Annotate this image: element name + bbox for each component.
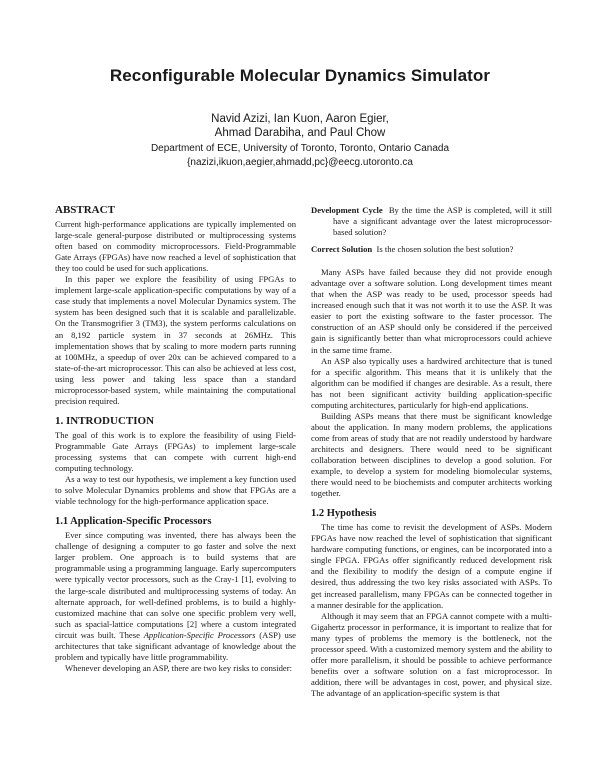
left-column: [55, 205, 296, 674]
risk-development-text: By the time the ASP is completed, will it still have a significant advantage over the latest microprocessor-based solution?: [333, 205, 552, 238]
right-paragraph-2: An ASP also typically uses a hardwired architecture that is tuned for a specific algorithm. This means that it is unlikely that the algorithm can be modified if changes are desirable. As a result, there has not been significant activity building application-specific computing architectures, particularly for high-end applications.: [311, 355, 552, 410]
asp-paragraph-1: [55, 530, 296, 663]
hypothesis-heading: 1.2 Hypothesis: [311, 508, 377, 520]
risk-correct-label: Correct Solution: [311, 244, 373, 255]
risk-development-label: Development Cycle: [311, 205, 383, 215]
right-column: [311, 205, 552, 699]
right-paragraph-3: Building ASPs means that there must be significant knowledge about the application. In many modern problems, the applications come from areas of study that are not readily understood by hardware architects and designers. There would need to be significant collaboration between disciplines to develop a good solution. For example, to develop a system for modeling biomolecular systems, there would need to be biochemists and computer architects working together.: [311, 410, 552, 499]
authors-line-2: Ahmad Darabiha, and Paul Chow: [214, 127, 386, 139]
hypothesis-paragraph-1: The time has come to revisit the development of ASPs. Modern FPGAs have now reached the level of sophistication that significant hardware computing functions, or engines, can be incorporated into a single FPGA. FPGAs offer significantly reduced development risk and the flexibility to modify the design of a compute engine if desired, thus addressing the two key risks associated with ASPs. To get increased parallelism, many FPGAs can be connected together in a manner desirable for the application.: [311, 522, 552, 610]
intro-paragraph-1: The goal of this work is to explore the feasibility of using Field-Programmable Gate Arrays (FPGAs) to implement large-scale processing systems that can compete with current high-end computing technology.: [55, 429, 296, 474]
abstract-heading: ABSTRACT: [55, 204, 115, 216]
intro-paragraph-2: As a way to test our hypothesis, we implement a key function used to solve Molecular Dynamics problems and show that FPGAs are a viable technology for the high-performance application space.: [55, 474, 296, 507]
risk-development-cycle: [311, 205, 552, 238]
risk-correct-text: Is the chosen solution the best solution?: [376, 244, 514, 255]
right-paragraph-1: Many ASPs have failed because they did not provide enough advantage over a software solution. Long development times meant that when the ASP was ready to be used, processor speeds had increased enough such that it was not worth it to use the ASP. It was easier to port the existing software to the faster processor. The construction of an ASP should only be considered if the perceived gain is significantly better than what microprocessors could achieve in the same time frame.: [311, 267, 552, 355]
hypothesis-paragraph-2: Although it may seem that an FPGA cannot compete with a multi-Gigahertz processor in performance, it is important to realize that for many types of problems the memory is the bottleneck, not the processor speed. With a customized memory system and the ability to offer more parallelism, it should be possible to achieve performance benefits over a software solution on a fast microprocessor. In addition, there will be advantages in cost, power, and physical size. The advantage of an application-specific system is that: [311, 610, 552, 698]
authors-line-1: Navid Azizi, Ian Kuon, Aaron Egier,: [211, 113, 389, 125]
risk-correct-solution: [311, 244, 552, 255]
asp-heading: 1.1 Application-Specific Processors: [55, 516, 212, 528]
affiliation: Department of ECE, University of Toronto, Toronto, Ontario Canada: [150, 143, 450, 154]
abstract-paragraph-1: Current high-performance applications are typically implemented on large-scale general-purpose distributed or multiprocessing systems often based on commodity microprocessors. Field-Programmable Gate Arrays (FPGAs) have now reached a level of sophistication that they too could be used for such applications.: [55, 219, 296, 274]
paper-title: Reconfigurable Molecular Dynamics Simulator: [109, 66, 491, 85]
asp-text-a: Ever since computing was invented, there has always been the challenge of designing a computer to go faster and solve the next larger problem. One approach is to build systems that are programmable using a programming language. Early supercomputers were typically vector processors, such as the Cray-1 [1], evolving to the large-scale distributed and multiprocessing systems of today. An alternate approach, for well-defined problems, is to build a highly-customized machine that can solve one specific problem very well, such as spacial-lattice computations [2] where a custom integrated circuit was built. These: [55, 530, 296, 640]
asp-emphasis: Application-Specific Processors: [143, 629, 256, 640]
asp-text-b: (ASP) use architectures that take significant advantage of knowledge about the problem and typically have little programmability.: [55, 629, 296, 662]
abstract-paragraph-2: In this paper we explore the feasibility of using FPGAs to implement large-scale application-specific computations by way of a case study that implements a novel Molecular Dynamics system. The system has been designed such that it is scalable and parallelizable. On the Transmogrifier 3 (TM3), the system performs calculations on an 8,192 particle system in 37 seconds at 26MHz. This implementation shows that by scaling to more modern parts running at 100MHz, a speedup of over 20x can be achieved compared to a state-of-the-art microprocessor. This can also be achieved at less cost, using less power and taking less space than a standard microprocessor-based system, while maintaining the computational precision required.: [55, 274, 296, 406]
asp-paragraph-2: Whenever developing an ASP, there are two key risks to consider:: [65, 662, 292, 673]
introduction-heading: 1. INTRODUCTION: [55, 414, 155, 427]
email: {nazizi,ikuon,aegier,ahmadd,pc}@eecg.utoronto.ca: [187, 157, 413, 168]
